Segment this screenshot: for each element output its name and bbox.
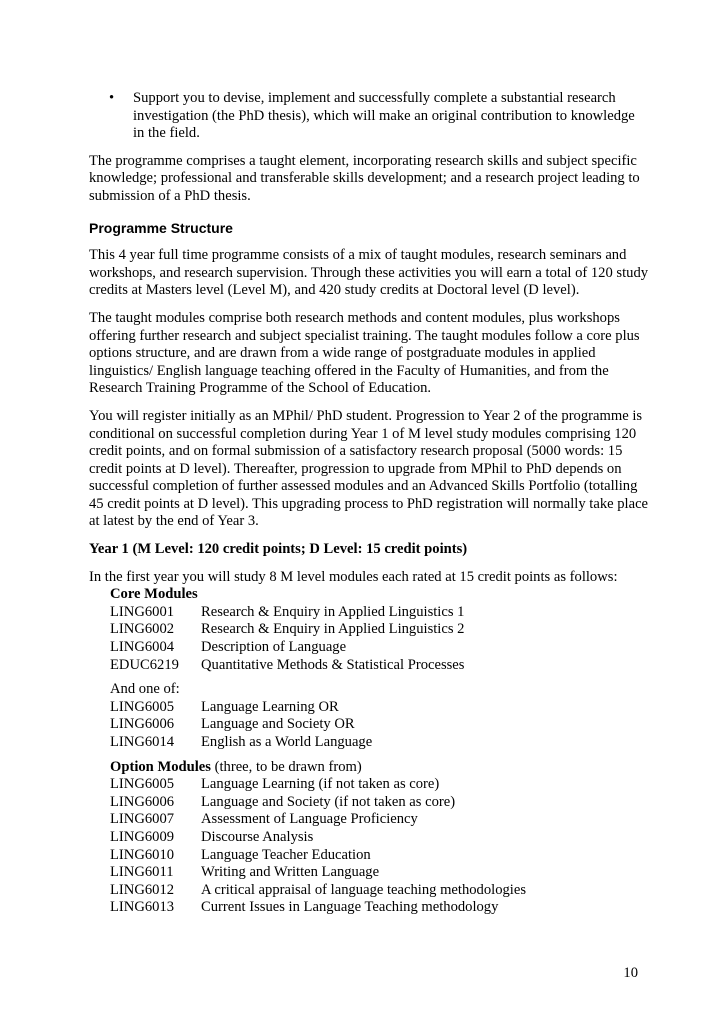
core-modules-block bbox=[110, 586, 649, 674]
one-of-block bbox=[110, 681, 649, 751]
module-name: Discourse Analysis bbox=[201, 828, 314, 845]
module-name: Research & Enquiry in Applied Linguistics 1 bbox=[201, 603, 465, 620]
module-code: EDUC6219 bbox=[110, 656, 179, 673]
one-of-title: And one of: bbox=[110, 681, 180, 698]
module-code: LING6005 bbox=[110, 776, 175, 793]
module-code: LING6005 bbox=[110, 698, 175, 715]
module-name: Quantitative Methods & Statistical Processes bbox=[201, 656, 465, 673]
year1-heading: Year 1 (M Level: 120 credit points; D Level: 15 credit points) bbox=[89, 541, 468, 558]
module-name: Language Teacher Education bbox=[201, 846, 371, 863]
module-name: Language and Society OR bbox=[201, 716, 355, 733]
module-name: Assessment of Language Proficiency bbox=[201, 811, 418, 828]
module-code: LING6009 bbox=[110, 828, 175, 845]
option-modules-block bbox=[110, 759, 649, 917]
one-of-list bbox=[110, 699, 649, 752]
module-name: English as a World Language bbox=[201, 734, 373, 750]
module-row bbox=[110, 794, 649, 812]
module-name: Writing and Written Language bbox=[201, 864, 380, 881]
module-code: LING6013 bbox=[110, 899, 175, 916]
module-row bbox=[110, 639, 649, 657]
year1-intro: In the first year you will study 8 M level modules each rated at 15 credit points as follows: bbox=[89, 568, 618, 585]
module-row bbox=[110, 776, 649, 794]
structure-paragraph-3: You will register initially as an MPhil/ PhD student. Progression to Year 2 of the programme is conditional on successful completion during Year 1 of M level study modules comprising 120 credit points, and on formal submission of a satisfactory research proposal (5000 words: 15 credit points at D level). Thereafter, progression to upgrade from MPhil to PhD depends on successful completion of further assessed modules and an Advanced Skills Portfolio (totalling 45 credit points at D level). This upgrading process to PhD registration will normally take place at latest by the end of Year 3. bbox=[89, 407, 649, 530]
module-name: Language Learning (if not taken as core) bbox=[201, 776, 440, 793]
module-code: LING6001 bbox=[110, 603, 175, 620]
module-row bbox=[110, 864, 649, 882]
module-row bbox=[110, 882, 649, 900]
module-row bbox=[110, 716, 649, 734]
module-code: LING6006 bbox=[110, 716, 175, 733]
module-lists bbox=[110, 586, 649, 917]
module-row bbox=[110, 811, 649, 829]
structure-paragraph-1: This 4 year full time programme consists of a mix of taught modules, research seminars and workshops, and research supervision. Through these activities you will earn a total of 120 study credits at Masters level (Level M), and 420 study credits at Doctoral level (D level). bbox=[89, 247, 649, 299]
module-code: LING6014 bbox=[110, 734, 175, 750]
module-name: Language and Society (if not taken as core) bbox=[201, 793, 456, 810]
option-modules-subtitle: (three, to be drawn from) bbox=[210, 758, 362, 775]
module-code: LING6002 bbox=[110, 621, 175, 638]
page-number: 10 bbox=[623, 965, 638, 981]
module-row bbox=[110, 657, 649, 675]
module-name: Language Learning OR bbox=[201, 698, 339, 715]
structure-paragraph-2: The taught modules comprise both research methods and content modules, plus workshops offering further research and subject specialist training. The taught modules follow a core plus options structure, and are drawn from a wide range of postgraduate modules in applied linguistics/ English language teaching offered in the Faculty of Humanities, and from the Research Training Programme of the School of Education. bbox=[89, 309, 640, 397]
core-modules-list bbox=[110, 604, 649, 674]
module-row bbox=[110, 847, 649, 865]
option-modules-list bbox=[110, 776, 649, 917]
bullet-symbol: • bbox=[109, 90, 115, 106]
module-name: Current Issues in Language Teaching methodology bbox=[201, 899, 499, 916]
module-code: LING6006 bbox=[110, 793, 175, 810]
module-code: LING6011 bbox=[110, 864, 174, 881]
module-row bbox=[110, 829, 649, 847]
module-code: LING6004 bbox=[110, 639, 175, 656]
module-row bbox=[110, 734, 649, 752]
module-row bbox=[110, 621, 649, 639]
page-content bbox=[89, 90, 649, 917]
module-row bbox=[110, 899, 649, 917]
module-name: A critical appraisal of language teaching methodologies bbox=[201, 881, 527, 898]
module-row bbox=[110, 604, 649, 622]
option-modules-heading bbox=[110, 759, 649, 777]
module-code: LING6012 bbox=[110, 881, 175, 898]
programme-structure-heading: Programme Structure bbox=[89, 219, 233, 236]
module-name: Description of Language bbox=[201, 639, 347, 656]
module-code: LING6010 bbox=[110, 846, 175, 863]
core-modules-title: Core Modules bbox=[110, 586, 198, 603]
bullet-item bbox=[109, 90, 649, 143]
module-row bbox=[110, 699, 649, 717]
programme-overview-paragraph: The programme comprises a taught element, incorporating research skills and subject specific knowledge; professional and transferable skills development; and a research project leading to submission of a PhD thesis. bbox=[89, 152, 640, 204]
module-name: Research & Enquiry in Applied Linguistics 2 bbox=[201, 621, 465, 638]
bullet-text: Support you to devise, implement and successfully complete a substantial research investigation (the PhD thesis), which will make an original contribution to knowledge in the field. bbox=[133, 90, 635, 142]
option-modules-title: Option Modules bbox=[110, 758, 211, 775]
module-code: LING6007 bbox=[110, 811, 175, 828]
